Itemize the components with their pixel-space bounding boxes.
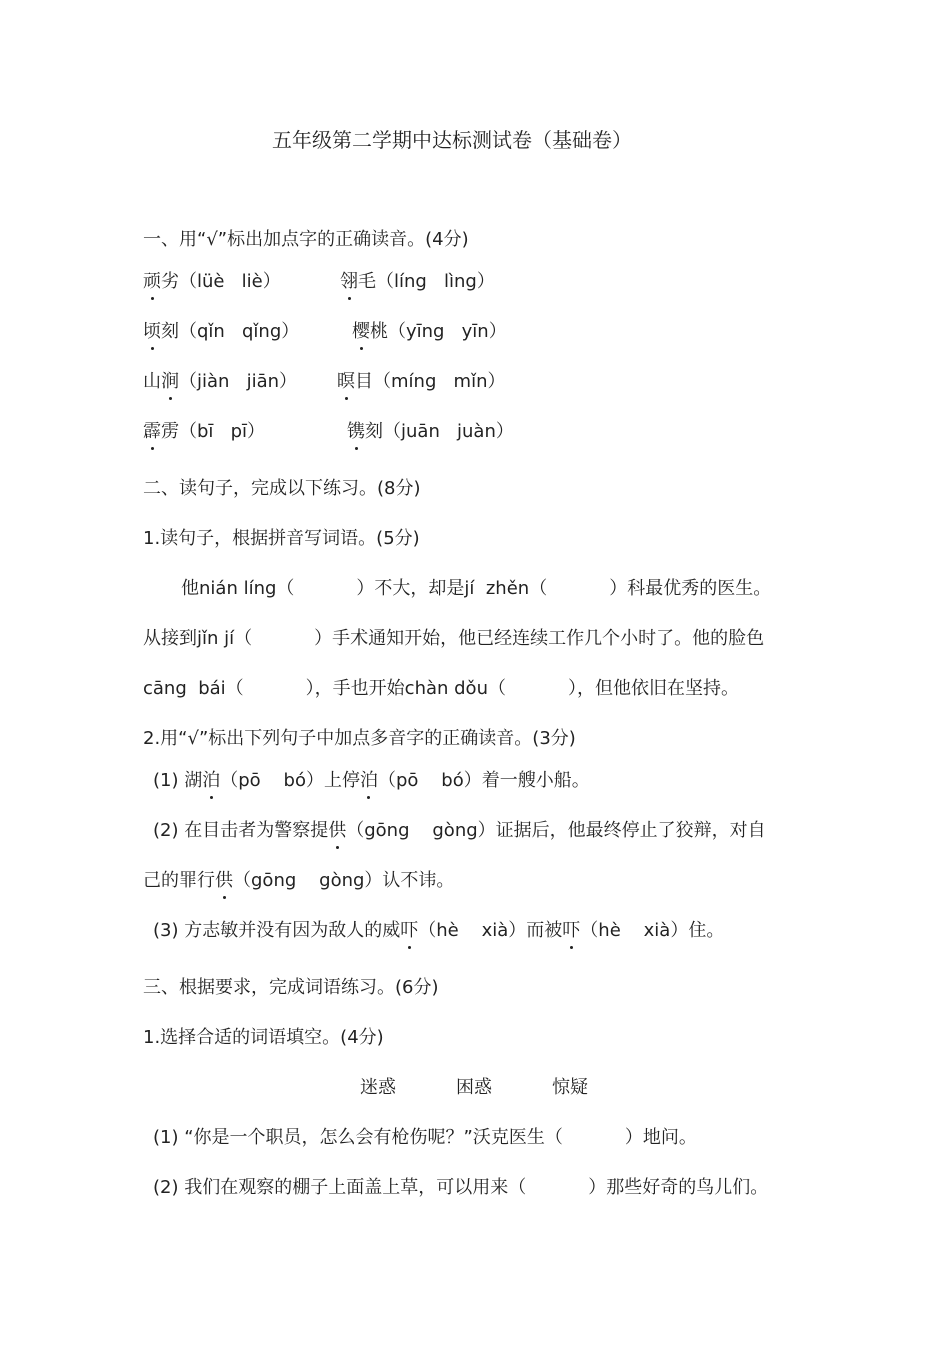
- sentence-line: (3) 方志敏并没有因为敌人的威吓（hè xià）而被吓（hè xià）住。: [153, 920, 725, 941]
- pinyin-item: 镌刻（juān juàn）: [347, 421, 514, 442]
- pinyin-item: 山涧（jiàn jiān）: [143, 371, 298, 392]
- question-heading: 1.选择合适的词语填空。(4分): [143, 1027, 384, 1048]
- sentence-line: (1) “你是一个职员，怎么会有枪伤呢？”沃克医生（ ）地问。: [153, 1127, 697, 1148]
- word-option: 迷惑: [360, 1077, 396, 1098]
- sentence-line: (2) 在目击者为警察提供（gōng gòng）证据后，他最终停止了狡辩，对自: [153, 820, 766, 841]
- section-3-heading: 三、根据要求，完成词语练习。(6分): [143, 977, 439, 998]
- pinyin-item: 暝目（míng mǐn）: [337, 371, 506, 392]
- section-2-heading: 二、读句子，完成以下练习。(8分): [143, 478, 421, 499]
- question-heading: 2.用“√”标出下列句子中加点多音字的正确读音。(3分): [143, 728, 576, 749]
- pinyin-item: 翎毛（líng lìng）: [340, 271, 495, 292]
- question-heading: 1.读句子，根据拼音写词语。(5分): [143, 528, 420, 549]
- pinyin-item: 樱桃（yīng yīn）: [352, 321, 507, 342]
- word-option: 惊疑: [552, 1077, 588, 1098]
- pinyin-item: 顷刻（qǐn qǐng）: [143, 321, 300, 342]
- sentence-line: (1) 湖泊（pō bó）上停泊（pō bó）着一艘小船。: [153, 770, 590, 791]
- pinyin-item: 顽劣（lüè liè）: [143, 271, 281, 292]
- sentence-line: 他nián líng（ ）不大，却是jí zhěn（ ）科最优秀的医生。: [181, 578, 772, 599]
- sentence-line: 己的罪行供（gōng gòng）认不讳。: [143, 870, 455, 891]
- page-title: 五年级第二学期中达标测试卷（基础卷）: [272, 128, 632, 152]
- sentence-line: cāng bái（ ），手也开始chàn dǒu（ ），但他依旧在坚持。: [143, 678, 739, 699]
- sentence-line: (2) 我们在观察的棚子上面盖上草，可以用来（ ）那些好奇的鸟儿们。: [153, 1177, 769, 1198]
- pinyin-item: 霹雳（bī pī）: [143, 421, 266, 442]
- word-option: 困惑: [456, 1077, 492, 1098]
- section-1-heading: 一、用“√”标出加点字的正确读音。(4分): [143, 229, 469, 250]
- sentence-line: 从接到jǐn jí（ ）手术通知开始，他已经连续工作几个小时了。他的脸色: [143, 628, 765, 649]
